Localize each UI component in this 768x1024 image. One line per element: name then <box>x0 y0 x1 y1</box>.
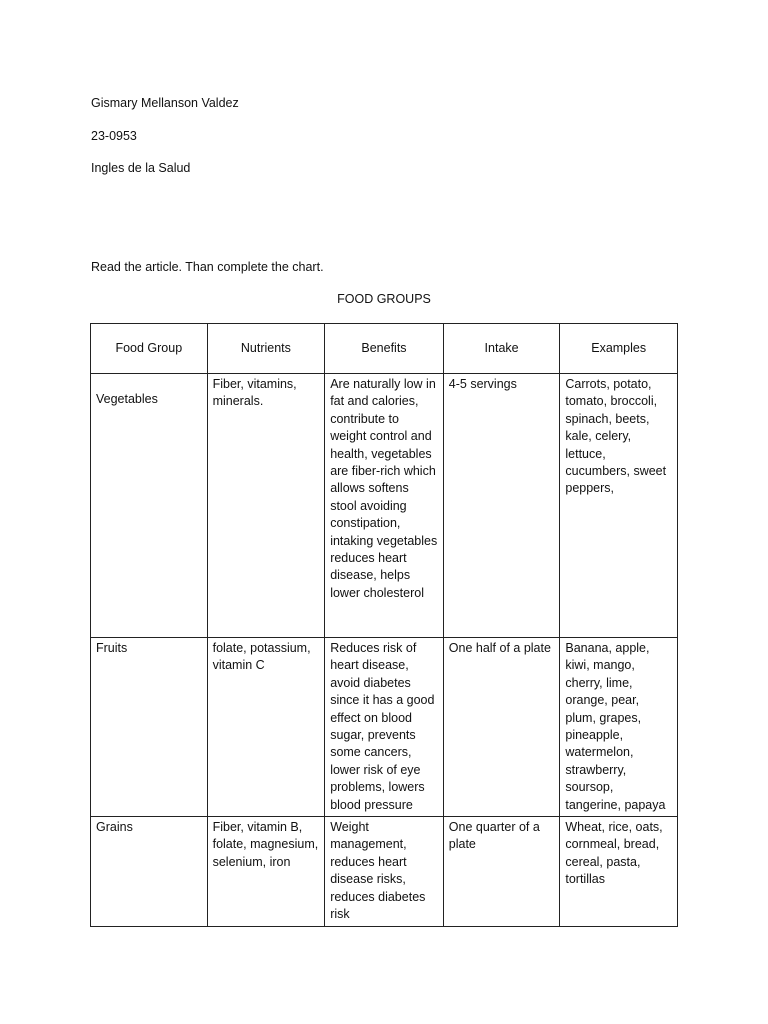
header-nutrients: Nutrients <box>207 324 325 374</box>
food-group-cell <box>91 374 208 638</box>
table-row <box>91 374 678 638</box>
nutrients-cell: Fiber, vitamins, minerals. <box>207 374 325 638</box>
food-group-cell: Grains <box>91 817 208 926</box>
benefits-cell: Weight management, reduces heart disease risks, reduces diabetes risk <box>325 817 444 926</box>
table-header-row <box>91 324 678 374</box>
intake-cell: One quarter of a plate <box>443 817 560 926</box>
examples-cell: Banana, apple, kiwi, mango, cherry, lime, orange, pear, plum, grapes, pineapple, watermelon, strawberry, soursop, tangerine, papaya <box>560 638 678 817</box>
instructions: Read the article. Than complete the chart. <box>91 260 324 274</box>
intake-cell: One half of a plate <box>443 638 560 817</box>
benefits-cell: Are naturally low in fat and calories, contribute to weight control and health, vegetables are fiber-rich which allows softens stool avoiding constipation, intaking vegetables reduces heart disease, helps lower cholesterol <box>325 374 444 638</box>
student-name: Gismary Mellanson Valdez <box>91 96 239 110</box>
header-food-group: Food Group <box>91 324 208 374</box>
student-id: 23-0953 <box>91 129 137 143</box>
table-row <box>91 638 678 817</box>
header-benefits: Benefits <box>325 324 444 374</box>
header-intake: Intake <box>443 324 560 374</box>
food-groups-table <box>90 323 678 927</box>
benefits-cell: Reduces risk of heart disease, avoid diabetes since it has a good effect on blood sugar, prevents some cancers, lower risk of eye problems, lowers blood pressure <box>325 638 444 817</box>
course-name: Ingles de la Salud <box>91 161 191 175</box>
intake-cell: 4-5 servings <box>443 374 560 638</box>
food-group-name: Vegetables <box>96 392 158 406</box>
nutrients-cell: Fiber, vitamin B, folate, magnesium, selenium, iron <box>207 817 325 926</box>
examples-cell: Wheat, rice, oats, cornmeal, bread, cereal, pasta, tortillas <box>560 817 678 926</box>
table-row <box>91 817 678 926</box>
chart-title: FOOD GROUPS <box>337 292 431 306</box>
food-group-cell: Fruits <box>91 638 208 817</box>
nutrients-cell: folate, potassium, vitamin C <box>207 638 325 817</box>
header-examples: Examples <box>560 324 678 374</box>
examples-cell: Carrots, potato, tomato, broccoli, spinach, beets, kale, celery, lettuce, cucumbers, sweet peppers, <box>560 374 678 638</box>
